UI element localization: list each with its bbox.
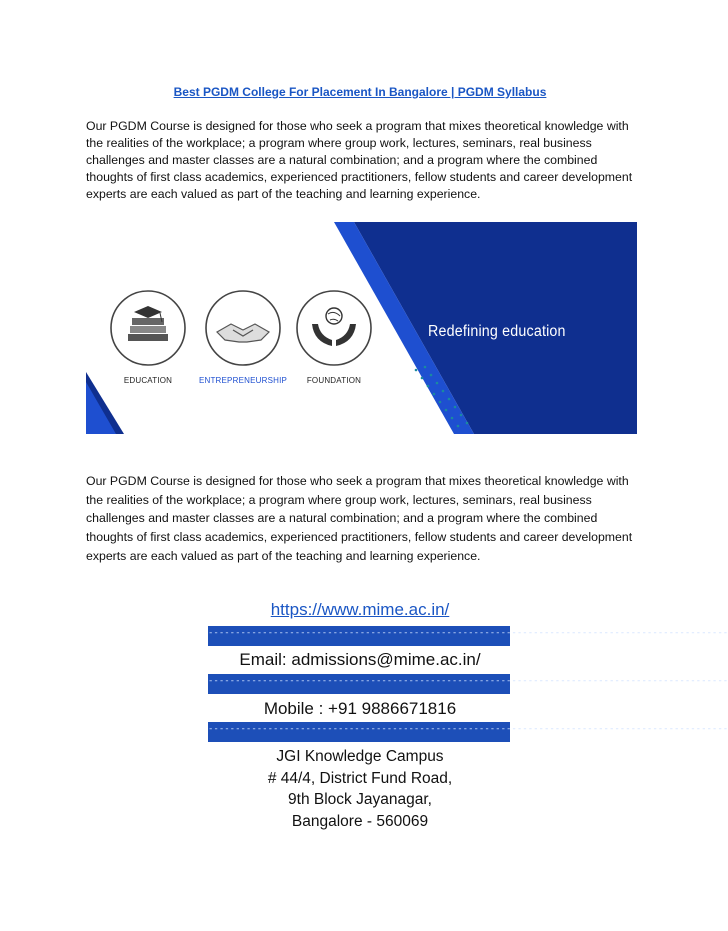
divider-bar: ------------------------------------------------------------------------------------------------ xyxy=(208,722,510,742)
books-icon xyxy=(108,288,188,368)
address-line: # 44/4, District Fund Road, xyxy=(267,769,453,787)
banner-image xyxy=(86,222,637,434)
email-text: Email: admissions@mime.ac.in/ xyxy=(239,650,481,669)
address-block xyxy=(0,746,720,832)
education-label: EDUCATION xyxy=(123,376,173,385)
globe-hands-icon xyxy=(294,288,374,368)
mobile-text: Mobile : +91 9886671816 xyxy=(263,699,457,718)
divider-bar: ------------------------------------------------------------------------------------------------ xyxy=(208,674,510,694)
description-paragraph: Our PGDM Course is designed for those who seek a program that mixes theoretical knowledge with the realities of the workplace; a program where group work, lectures, seminars, real business challenges and master classes are a natural combination; and a program where the combined thoughts of first class academics, experienced practitioners, fellow students and career development experts are each valued as part of the teaching and learning experience. xyxy=(86,474,633,563)
intro-paragraph: Our PGDM Course is designed for those who seek a program that mixes theoretical knowledge with the realities of the workplace; a program where group work, lectures, seminars, real business challenges and master classes are a natural combination; and a program where the combined thoughts of first class academics, experienced practitioners, fellow students and career development experts are each valued as part of the teaching and learning experience. xyxy=(86,119,633,201)
divider-bar: ------------------------------------------------------------------------------------------------ xyxy=(208,626,510,646)
foundation-label: FOUNDATION xyxy=(306,376,362,385)
banner-tagline: Redefining education xyxy=(428,323,566,340)
website-link[interactable]: https://www.mime.ac.in/ xyxy=(270,600,450,619)
handshake-icon xyxy=(203,288,283,368)
page-title[interactable]: Best PGDM College For Placement In Bangalore | PGDM Syllabus xyxy=(173,85,547,99)
address-line: JGI Knowledge Campus xyxy=(276,748,444,765)
address-line: 9th Block Jayanagar, xyxy=(288,791,432,808)
entrepreneurship-label: ENTREPRENEURSHIP xyxy=(198,376,288,385)
address-line: Bangalore - 560069 xyxy=(291,812,429,830)
